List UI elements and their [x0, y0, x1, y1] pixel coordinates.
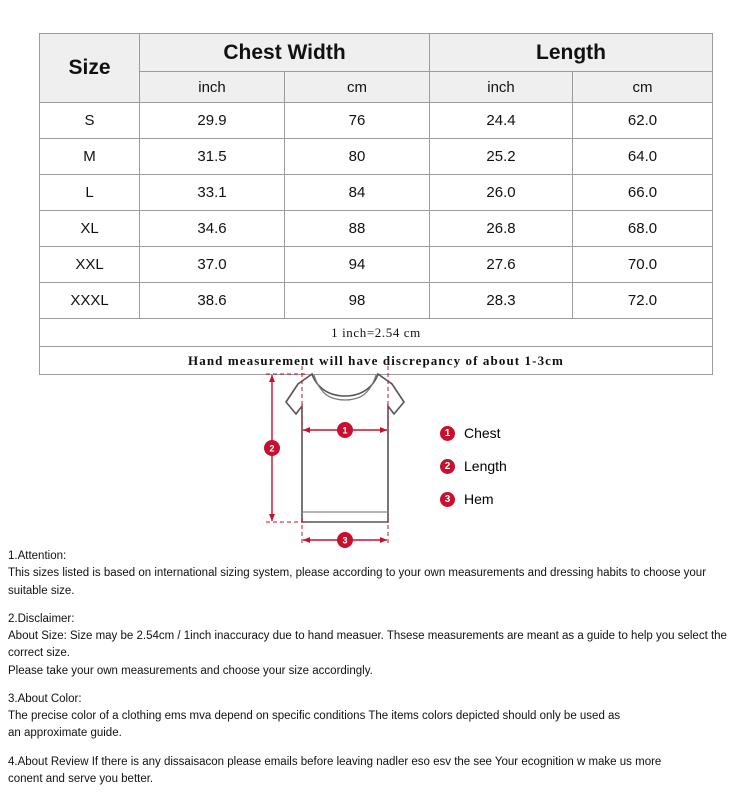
cell-chest-cm: 84 — [285, 175, 430, 211]
table-header-sub-row — [40, 72, 713, 103]
size-chart-table — [39, 33, 713, 375]
cell-chest-cm: 98 — [285, 283, 430, 319]
table-row — [40, 175, 713, 211]
note-line: an approximate guide. — [8, 727, 122, 740]
cell-length-cm: 68.0 — [573, 211, 713, 247]
legend-item-length — [440, 458, 600, 474]
cell-chest-cm: 80 — [285, 139, 430, 175]
column-header-chest-cm: cm — [285, 72, 430, 103]
length-arrow-top-head — [269, 375, 275, 382]
cell-chest-cm: 94 — [285, 247, 430, 283]
legend-item-chest — [440, 425, 600, 441]
cell-size: XXL — [40, 247, 140, 283]
note-block-attention — [8, 548, 746, 600]
garment-outline — [286, 374, 404, 522]
cell-size: XXXL — [40, 283, 140, 319]
length-arrow-bottom-head — [269, 514, 275, 521]
note-block-disclaimer — [8, 611, 746, 680]
note-title-attention: 1.Attention: — [8, 550, 67, 562]
hem-arrow-right-head — [380, 537, 387, 543]
legend-number-icon: 3 — [440, 492, 455, 507]
marker-hem-label: 3 — [342, 535, 348, 546]
table-row — [40, 139, 713, 175]
cell-length-cm: 64.0 — [573, 139, 713, 175]
footnote-discrepancy: Hand measurement will have discrepancy of about 1-3cm — [40, 347, 713, 375]
marker-chest-label: 1 — [342, 425, 348, 436]
cell-length-inch: 27.6 — [430, 247, 573, 283]
cell-length-inch: 25.2 — [430, 139, 573, 175]
cell-length-cm: 72.0 — [573, 283, 713, 319]
cell-length-inch: 24.4 — [430, 103, 573, 139]
column-header-chest-inch: inch — [140, 72, 285, 103]
table-row — [40, 103, 713, 139]
notes-section — [8, 548, 746, 799]
table-row — [40, 247, 713, 283]
footnote-conversion: 1 inch=2.54 cm — [40, 319, 713, 347]
note-title-disclaimer: 2.Disclaimer: — [8, 612, 75, 625]
note-line: 4.About Review If there is any dissaisacon please emails before leaving nadler eso esv the see Your ecognition w make us more — [8, 755, 662, 768]
table-row — [40, 283, 713, 319]
note-line: Please take your own measurements and choose your size accordingly. — [8, 664, 373, 677]
note-line: About Size: Size may be 2.54cm / 1inch inaccuracy due to hand measuer. Thsese measurements are meant as a guide to help you select the correct size. — [8, 630, 727, 660]
cell-length-cm: 62.0 — [573, 103, 713, 139]
cell-length-cm: 66.0 — [573, 175, 713, 211]
cell-size: M — [40, 139, 140, 175]
legend-number-icon: 1 — [440, 426, 455, 441]
hem-arrow-left-head — [303, 537, 310, 543]
note-title-about-color: 3.About Color: — [8, 692, 82, 705]
legend-label-hem: Hem — [464, 491, 494, 507]
legend-label-length: Length — [464, 458, 507, 474]
column-header-size: Size — [40, 34, 140, 103]
note-line: This sizes listed is based on international sizing system, please according to your own measurements and dressing habits to choose your suitable size. — [8, 567, 707, 597]
cell-length-inch: 26.8 — [430, 211, 573, 247]
note-block-about-review — [8, 754, 746, 789]
column-header-chest-width: Chest Width — [140, 34, 430, 72]
tank-top-measurement-diagram — [250, 362, 440, 552]
table-row — [40, 211, 713, 247]
cell-chest-inch: 29.9 — [140, 103, 285, 139]
marker-length-label: 2 — [269, 443, 275, 454]
legend-number-icon: 2 — [440, 459, 455, 474]
diagram-legend — [440, 425, 600, 524]
cell-chest-inch: 31.5 — [140, 139, 285, 175]
note-line: The precise color of a clothing ems mva depend on specific conditions The items colors depicted should only be used as — [8, 710, 621, 722]
column-header-length: Length — [430, 34, 713, 72]
cell-chest-inch: 37.0 — [140, 247, 285, 283]
cell-size: L — [40, 175, 140, 211]
cell-chest-inch: 38.6 — [140, 283, 285, 319]
cell-chest-inch: 34.6 — [140, 211, 285, 247]
table-footnote-row — [40, 319, 713, 347]
legend-item-hem — [440, 491, 600, 507]
cell-size: XL — [40, 211, 140, 247]
cell-size: S — [40, 103, 140, 139]
legend-label-chest: Chest — [464, 425, 501, 441]
size-chart-table-wrapper — [39, 33, 712, 375]
cell-length-inch: 28.3 — [430, 283, 573, 319]
column-header-length-inch: inch — [430, 72, 573, 103]
cell-length-cm: 70.0 — [573, 247, 713, 283]
cell-chest-cm: 76 — [285, 103, 430, 139]
cell-chest-cm: 88 — [285, 211, 430, 247]
note-block-about-color — [8, 691, 746, 743]
note-line: conent and serve you better. — [8, 772, 154, 785]
table-header-main-row — [40, 34, 713, 72]
column-header-length-cm: cm — [573, 72, 713, 103]
cell-chest-inch: 33.1 — [140, 175, 285, 211]
cell-length-inch: 26.0 — [430, 175, 573, 211]
diagram-svg — [250, 362, 440, 552]
